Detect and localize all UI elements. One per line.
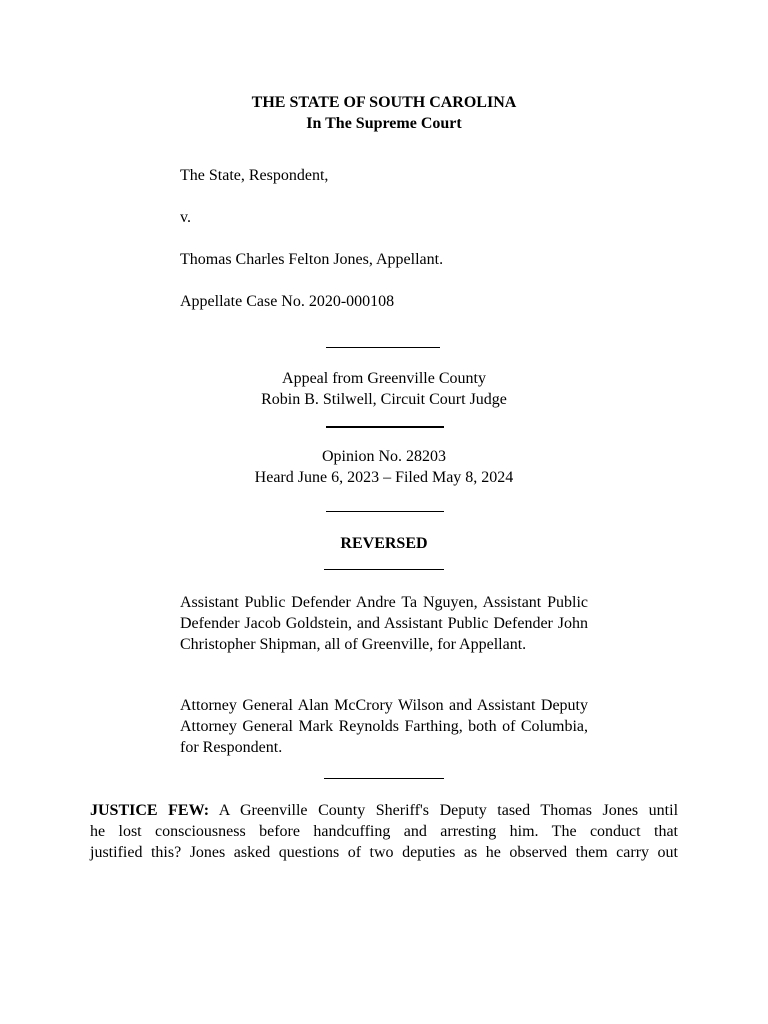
respondent-counsel: Attorney General Alan McCrory Wilson and Assistant Deputy Attorney General Mark Reynolds Farthing, both of Columbia, for Respondent. [180, 697, 588, 756]
versus: v. [180, 209, 191, 226]
opinion-line-1 [90, 800, 678, 821]
divider-4 [324, 569, 444, 570]
opinion-line-1-text: A Greenville County Sheriff's Deputy tased Thomas Jones until [218, 802, 679, 819]
heard-filed-dates: Heard June 6, 2023 – Filed May 8, 2024 [254, 469, 514, 486]
court-heading: In The Supreme Court [306, 115, 462, 132]
trial-judge: Robin B. Stilwell, Circuit Court Judge [261, 391, 507, 408]
divider-2 [326, 426, 444, 428]
divider-5 [324, 778, 444, 779]
divider-1 [326, 347, 440, 348]
appellant-party: Thomas Charles Felton Jones, Appellant. [180, 251, 444, 268]
opinion-author: JUSTICE FEW: [90, 802, 210, 819]
appeal-from: Appeal from Greenville County [282, 370, 486, 387]
appellant-counsel: Assistant Public Defender Andre Ta Nguyen, Assistant Public Defender Jacob Goldstein, and Assistant Public Defender John Christopher Shipman, all of Greenville, for Appellant. [180, 594, 588, 653]
opinion-number: Opinion No. 28203 [322, 448, 446, 465]
opinion-line-2: he lost consciousness before handcuffing and arresting him. The conduct that [90, 823, 678, 840]
disposition: REVERSED [340, 535, 428, 552]
divider-3 [326, 511, 444, 512]
respondent-party: The State, Respondent, [180, 167, 329, 184]
state-heading: THE STATE OF SOUTH CAROLINA [251, 94, 517, 111]
opinion-line-3: justified this? Jones asked questions of two deputies as he observed them carry out [90, 844, 678, 861]
case-number: Appellate Case No. 2020-000108 [180, 293, 395, 310]
